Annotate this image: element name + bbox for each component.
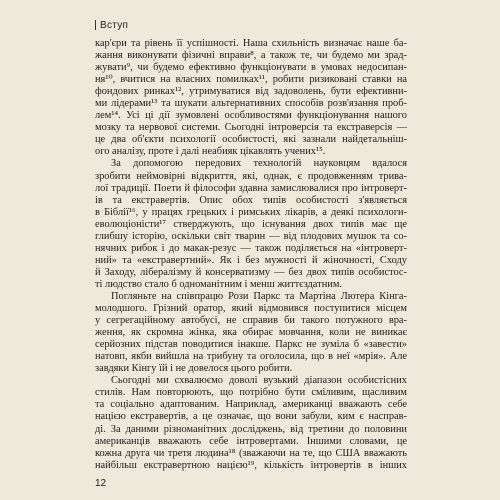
text-line: жувати⁹, чи будемо ефективно функціонувати в умовах недосипан- xyxy=(95,62,407,74)
text-line: ження, як скромна жінка, яка обирає мовчання, коли не виникає xyxy=(95,327,407,339)
text-line: та соціально адаптованим. Наприклад, американці вважають себе xyxy=(95,399,407,411)
text-line: серйозних підстав поводитися інакше. Паркс не зуміла б «завести» xyxy=(95,339,407,351)
text-line: мозку та нервової системи. Сьогодні інтроверсія та екстраверсія — xyxy=(95,122,407,134)
paragraph xyxy=(95,291,407,375)
text-line: нячних рибок і до макак-резус — також поділяється на «інтроверт- xyxy=(95,242,407,254)
running-head: Вступ xyxy=(100,20,129,31)
paragraph xyxy=(95,38,407,158)
text-line: ми лідерами¹³ та шукати альтернативних способів розв'язання проб- xyxy=(95,98,407,110)
text-line: лої традиції. Поети й філософи здавна замислювалися про інтроверт- xyxy=(95,182,407,194)
text-line: це два об'єкти психології особистості, які зазнали найдетальніш- xyxy=(95,134,407,146)
text-line: кар'єри та рівень її успішності. Наша схильність визначає наше ба- xyxy=(95,38,407,49)
text-line: найбільш екстравертною нацією¹⁹, кількість інтровертів в інших xyxy=(95,459,407,471)
text-line: завдяки Кінгу їй і не довелося цього робити. xyxy=(95,363,293,375)
text-line: натовп, якби вийшла на трибуну та оголосила, що в неї «мрія». Але xyxy=(95,351,407,363)
text-line: кожна друга чи третя людина¹⁸ (зважаючи на те, що США вважають xyxy=(95,447,407,459)
body-text xyxy=(95,38,407,472)
text-line: лем¹⁴. Усі ці дії зумовлені особливостями функціонування нашого xyxy=(95,110,407,122)
text-line: зробити неймовірні відкриття, які, однак, є продовженням трива- xyxy=(95,170,407,182)
text-line: еволюціоністи¹⁷ стверджують, що існування двох типів має ще xyxy=(95,218,407,230)
text-line: За допомогою передових технологій науковцям вдалося xyxy=(111,158,407,170)
text-line: у сегрегаційному автобусі, не справив би такого потужного вра- xyxy=(95,315,407,327)
text-line: фондових ринках¹², утримуватися від задоволень, бути ефективни- xyxy=(95,86,407,98)
text-line: Погляньте на співпрацю Рози Паркс та Мартіна Лютера Кінга- xyxy=(111,290,407,302)
text-line: ді. За даними різноманітних досліджень, від третини до половини xyxy=(95,423,407,435)
text-line: й Заходу, лібералізму й консерватизму — без двох типів особистос- xyxy=(95,266,407,278)
text-line: стилів. Нам повторюють, що потрібно бути сміливим, щасливим xyxy=(95,387,407,399)
text-line: в Біблії¹⁶, у працях грецьких і римських лікарів, а деякі психологи- xyxy=(95,206,407,218)
text-line: ті людство стало б одноманітним і менш життєздатним. xyxy=(95,278,342,290)
text-line: молодшого. Грізний оратор, який відмовився поступитися місцем xyxy=(95,303,407,315)
text-line: Сьогодні ми схвалюємо доволі вузький діапазон особистісних xyxy=(111,375,407,387)
text-line: глибшу історію, оскільки світ тварин — від плодових мушок та со- xyxy=(95,230,407,242)
paragraph xyxy=(95,158,407,291)
text-line: ний» та «екстравертний». Як і без мужності й жіночності, Сходу xyxy=(95,254,407,266)
page-number: 12 xyxy=(95,478,107,489)
text-line: жання виконувати фізичні вправи⁸, а також те, чи будемо ми зрад- xyxy=(95,50,407,62)
text-line: ів та екстравертів. Опис обох типів особистості з'являється xyxy=(95,194,407,206)
text-line: ня¹⁰, вчитися на власних помилках¹¹, робити ризиковані ставки на xyxy=(95,74,407,86)
paragraph xyxy=(95,375,407,471)
running-head-rule xyxy=(95,20,96,30)
text-line: ого аналізу, проте і далі неабияк цікавлять учених¹⁵. xyxy=(95,146,326,158)
text-line: американців вважають себе інтровертами. Іншими словами, це xyxy=(95,435,407,447)
text-line: нацією екстравертів, а це означає, що вони забули, ким є насправ- xyxy=(95,411,407,423)
